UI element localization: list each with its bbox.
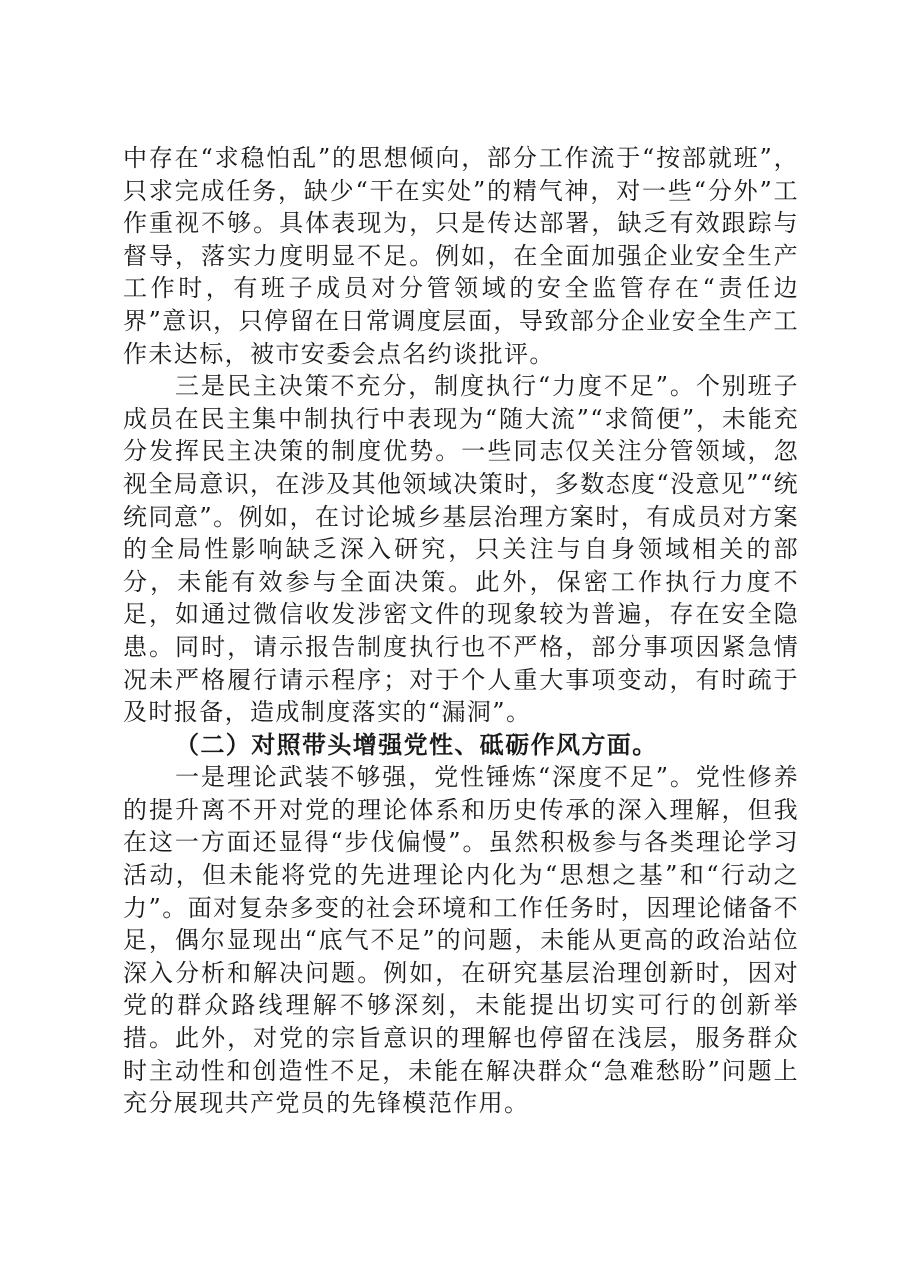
paragraph-theory-armament: 一是理论武装不够强，党性锤炼“深度不足”。党性修养的提升离不开对党的理论体系和历史传承的深入理解，但我在这一方面还显得“步伐偏慢”。虽然积极参与各类理论学习活动，但未能将党的先进理论内化为“思想之基”和“行动之力”。面对复杂多变的社会环境和工作任务时，因理论储备不足，偶尔显现出“底气不足”的问题，未能从更高的政治站位深入分析和解决问题。例如，在研究基层治理创新时，因对党的群众路线理解不够深刻，未能提出切实可行的创新举措。此外，对党的宗旨意识的理解也停留在浅层，服务群众时主动性和创造性不足，未能在解决群众“急难愁盼”问题上充分展现共产党员的先锋模范作用。 (123, 763, 799, 1118)
paragraph-continuation: 中存在“求稳怕乱”的思想倾向，部分工作流于“按部就班”，只求完成任务，缺少“干在实处”的精气神，对一些“分外”工作重视不够。具体表现为，只是传达部署，缺乏有效跟踪与督导，落实力度明显不足。例如，在全面加强企业安全生产工作时，有班子成员对分管领域的安全监管存在“责任边界”意识，只停留在日常调度层面，导致部分企业安全生产工作未达标，被市安委会点名约谈批评。 (123, 144, 799, 368)
paragraph-democratic-decision: 三是民主决策不充分，制度执行“力度不足”。个别班子成员在民主集中制执行中表现为“随大流”“求简便”，未能充分发挥民主决策的制度优势。一些同志仅关注分管领域，忽视全局意识，在涉及其他领域决策时，多数态度“没意见”“统统同意”。例如，在讨论城乡基层治理方案时，有成员对方案的全局性影响缺乏深入研究，只关注与自身领域相关的部分，未能有效参与全面决策。此外，保密工作执行力度不足，如通过微信收发涉密文件的现象较为普遍，存在安全隐患。同时，请示报告制度执行也不严格，部分事项因紧急情况未严格履行请示程序；对于个人重大事项变动，有时疏于及时报备，造成制度落实的“漏洞”。 (123, 372, 800, 727)
section-heading: （二）对照带头增强党性、砥砺作风方面。 (175, 729, 658, 759)
document-body (123, 142, 799, 1120)
